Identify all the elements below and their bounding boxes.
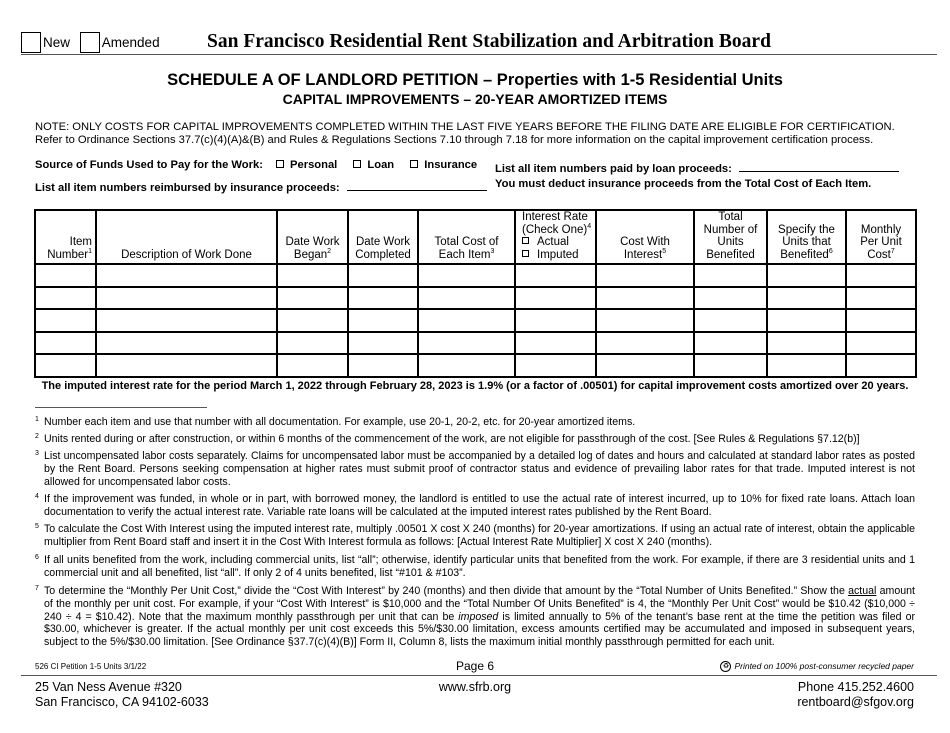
header-rule — [21, 54, 937, 55]
new-label: New — [43, 35, 71, 50]
table-cell[interactable] — [846, 332, 916, 355]
funds-source-label: Source of Funds Used to Pay for the Work: — [35, 159, 263, 171]
table-cell[interactable] — [515, 332, 596, 355]
table-header-row — [35, 210, 916, 264]
footnote-5: 5 To calculate the Cost With Interest using the imputed interest rate, multiply .00501 X cost X 240 (months) for 20-year amortizations. If using an actual rate of interest, obtain the applicable multiplier from Rent Board staff and insert it in the Cost With Interest formula as follows: [Actual Interest Rate Multiplier] X cost X 240 (months). — [35, 523, 915, 548]
table-cell[interactable] — [694, 264, 767, 287]
col-item-number: Item Number$^1$ — [35, 210, 96, 264]
insurance-items-row — [35, 178, 487, 194]
col-total-cost: Total Cost of Each Item$^3$ — [418, 210, 515, 264]
rate-actual-checkbox[interactable] — [522, 237, 529, 244]
contact-info — [797, 680, 914, 710]
agency-name: San Francisco Residential Rent Stabilization and Arbitration Board — [207, 31, 771, 52]
email-link[interactable]: rentboard@sfgov.org — [797, 695, 914, 709]
recycled-note: ♻ Printed on 100% post-consumer recycled paper — [720, 661, 914, 672]
table-cell[interactable] — [515, 309, 596, 332]
table-cell[interactable] — [348, 287, 418, 310]
table-row — [35, 309, 916, 332]
recycle-icon: ♻ — [720, 661, 731, 672]
table-cell[interactable] — [596, 309, 694, 332]
table-cell[interactable] — [348, 309, 418, 332]
table-cell[interactable] — [767, 332, 846, 355]
footnote-6: 6 If all units benefited from the work, including commercial units, list “all”; otherwise, identify particular units that benefited from the work. For example, if there are 3 residential units and 1 commercial unit and all benefited, list “all”. If only 2 of 4 units benefited, list “#101 & #103”. — [35, 554, 915, 579]
loan-items-label: List all item numbers paid by loan proceeds: — [495, 163, 732, 175]
capital-improvements-table — [34, 209, 917, 378]
table-cell[interactable] — [767, 287, 846, 310]
table-cell[interactable] — [515, 264, 596, 287]
loan-label: Loan — [367, 159, 395, 171]
table-row — [35, 287, 916, 310]
table-cell[interactable] — [96, 354, 277, 377]
amended-label: Amended — [101, 35, 160, 50]
table-row — [35, 264, 916, 287]
table-cell[interactable] — [596, 332, 694, 355]
insurance-checkbox[interactable] — [410, 160, 418, 168]
insurance-label: Insurance — [424, 159, 478, 171]
table-cell[interactable] — [96, 287, 277, 310]
note-line-2: Refer to Ordinance Sections 37.7(c)(4)(A)&(B) and Rules & Regulations Sections 7.10 through 7.18 for more information on the capital improvement certification process. — [35, 134, 874, 146]
footer-rule — [21, 675, 937, 676]
table-cell[interactable] — [418, 287, 515, 310]
table-cell[interactable] — [348, 264, 418, 287]
table-cell[interactable] — [515, 287, 596, 310]
table-cell[interactable] — [418, 332, 515, 355]
table-cell[interactable] — [694, 354, 767, 377]
table-cell[interactable] — [846, 264, 916, 287]
table-row — [35, 354, 916, 377]
footnote-1: 1 Number each item and use that number with all documentation. For example, use 20-1, 20-2, etc. for 20-year amortized items. — [35, 416, 636, 428]
table-cell[interactable] — [35, 264, 96, 287]
table-cell[interactable] — [96, 264, 277, 287]
new-checkbox[interactable] — [21, 32, 41, 53]
col-monthly-cost: Monthly Per Unit Cost$^7$ — [846, 210, 916, 264]
footnote-rule — [35, 407, 207, 408]
table-cell[interactable] — [846, 287, 916, 310]
form-id: 526 CI Petition 1-5 Units 3/1/22 — [35, 662, 147, 671]
table-cell[interactable] — [277, 332, 348, 355]
table-cell[interactable] — [846, 309, 916, 332]
table-cell[interactable] — [418, 309, 515, 332]
rate-imputed-label: Imputed — [537, 248, 579, 261]
imputed-rate-statement: The imputed interest rate for the period March 1, 2022 through February 28, 2023 is 1.9% (or a factor of .00501) for capital improvement costs amortized over 20 years. — [41, 380, 909, 392]
table-cell[interactable] — [596, 264, 694, 287]
rate-actual-label: Actual — [537, 236, 569, 248]
table-cell[interactable] — [348, 332, 418, 355]
table-cell[interactable] — [767, 264, 846, 287]
schedule-title: SCHEDULE A OF LANDLORD PETITION – Properties with 1-5 Residential Units — [167, 71, 783, 89]
eligibility-note — [35, 121, 895, 147]
table-cell[interactable] — [515, 354, 596, 377]
page-number: Page 6 — [455, 659, 495, 673]
table-cell[interactable] — [767, 309, 846, 332]
table-cell[interactable] — [35, 309, 96, 332]
col-description: Description of Work Done — [96, 210, 277, 264]
col-units-benefited: Total Number of Units Benefited — [694, 210, 767, 264]
form-type-selector — [21, 32, 160, 54]
table-cell[interactable] — [35, 354, 96, 377]
website-link[interactable]: www.sfrb.org — [438, 680, 512, 694]
table-cell[interactable] — [846, 354, 916, 377]
table-cell[interactable] — [418, 354, 515, 377]
address-line-1: 25 Van Ness Avenue #320 — [35, 680, 182, 694]
note-line-1: NOTE: ONLY COSTS FOR CAPITAL IMPROVEMENTS COMPLETED WITHIN THE LAST FIVE YEARS BEFORE THE FILING DATE ARE ELIGIBLE FOR CERTIFICATION. — [35, 121, 895, 133]
table-row — [35, 332, 916, 355]
personal-checkbox[interactable] — [276, 160, 284, 168]
table-cell[interactable] — [35, 287, 96, 310]
table-cell[interactable] — [694, 332, 767, 355]
table-cell[interactable] — [277, 354, 348, 377]
col-cost-with-interest: Cost With Interest$^5$ — [596, 210, 694, 264]
funds-source-row — [35, 159, 477, 171]
footnote-7: 7 To determine the “Monthly Per Unit Cost,” divide the “Cost With Interest” by 240 (months) and then divide that amount by the “Total Number of Units Benefited.” Show the actual amount of the monthly per unit cost. For example, if your “Cost With Interest” is $10,000 and the “Total Number Of Units Benefited” is 4, the “Monthly Per Unit Cost” would be $10.42 ($10,000 ÷ 240 ÷ 4 = $10.42). Note that the maximum monthly passthrough per unit that can be imposed is limited annually to 5% of the tenant’s base rent at the time the petition was filed or $30.00, whichever is greater. If the actual monthly per unit cost exceeds this 5%/$30.00 limitation, excess amounts certified may be accumulated and imposed in subsequent years, subject to the 5%/$30.00 limitation. [See Ordinance §37.7(c)(4)(B)] Form II, Column 8, lists the maximum initial monthly passthrough permitted for each unit. — [35, 585, 915, 649]
table-cell[interactable] — [596, 287, 694, 310]
footnote-4: 4 If the improvement was funded, in whole or in part, with borrowed money, the landlord is entitled to use the actual rate of interest incurred, up to 10% for fixed rate loans. Attach loan documentation to verify the actual interest rate. Variable rate loans will be calculated at the imputed interest rates published by the Rent Board. — [35, 493, 915, 518]
loan-checkbox[interactable] — [353, 160, 361, 168]
table-cell[interactable] — [418, 264, 515, 287]
col-specify-units: Specify the Units that Benefited$^6$ — [767, 210, 846, 264]
amended-checkbox[interactable] — [80, 32, 100, 53]
table-cell[interactable] — [694, 287, 767, 310]
insurance-items-field[interactable] — [347, 178, 487, 191]
table-cell[interactable] — [277, 309, 348, 332]
schedule-subtitle: CAPITAL IMPROVEMENTS – 20-YEAR AMORTIZED ITEMS — [282, 91, 668, 107]
col-date-completed: Date Work Completed — [348, 210, 418, 264]
personal-label: Personal — [290, 159, 338, 171]
col-interest-rate: Interest Rate (Check One)$^4$ Actual Imputed — [515, 210, 596, 264]
table-cell[interactable] — [767, 354, 846, 377]
insurance-items-label: List all item numbers reimbursed by insurance proceeds: — [35, 182, 340, 194]
table-cell[interactable] — [277, 264, 348, 287]
table-cell[interactable] — [35, 332, 96, 355]
table-cell[interactable] — [96, 309, 277, 332]
rate-imputed-checkbox[interactable] — [522, 250, 529, 257]
table-cell[interactable] — [348, 354, 418, 377]
deduct-insurance-note: You must deduct insurance proceeds from the Total Cost of Each Item. — [495, 178, 872, 190]
table-cell[interactable] — [694, 309, 767, 332]
table-cell[interactable] — [596, 354, 694, 377]
table-cell[interactable] — [96, 332, 277, 355]
footnote-2: 2 Units rented during or after construction, or within 6 months of the commencement of the work, are not eligible for passthrough of the cost. [See Rules & Regulations §7.12(b)] — [35, 433, 860, 445]
footnote-3: 3 List uncompensated labor costs separately. Claims for uncompensated labor must be accompanied by a detailed log of dates and hours and calculated at standard labor rates as posted by the Rent Board. Persons seeking compensation at higher rates must submit proof of contractor status and evidence of prevailing labor rates for that trade. Imputed interest is not allowed for uncompensated labor costs. — [35, 450, 915, 488]
table-cell[interactable] — [277, 287, 348, 310]
loan-items-field[interactable] — [739, 159, 899, 172]
address-line-2: San Francisco, CA 94102-6033 — [35, 695, 209, 709]
col-date-began: Date Work Began$^2$ — [277, 210, 348, 264]
loan-items-row — [495, 159, 899, 175]
phone-number: Phone 415.252.4600 — [797, 680, 914, 694]
